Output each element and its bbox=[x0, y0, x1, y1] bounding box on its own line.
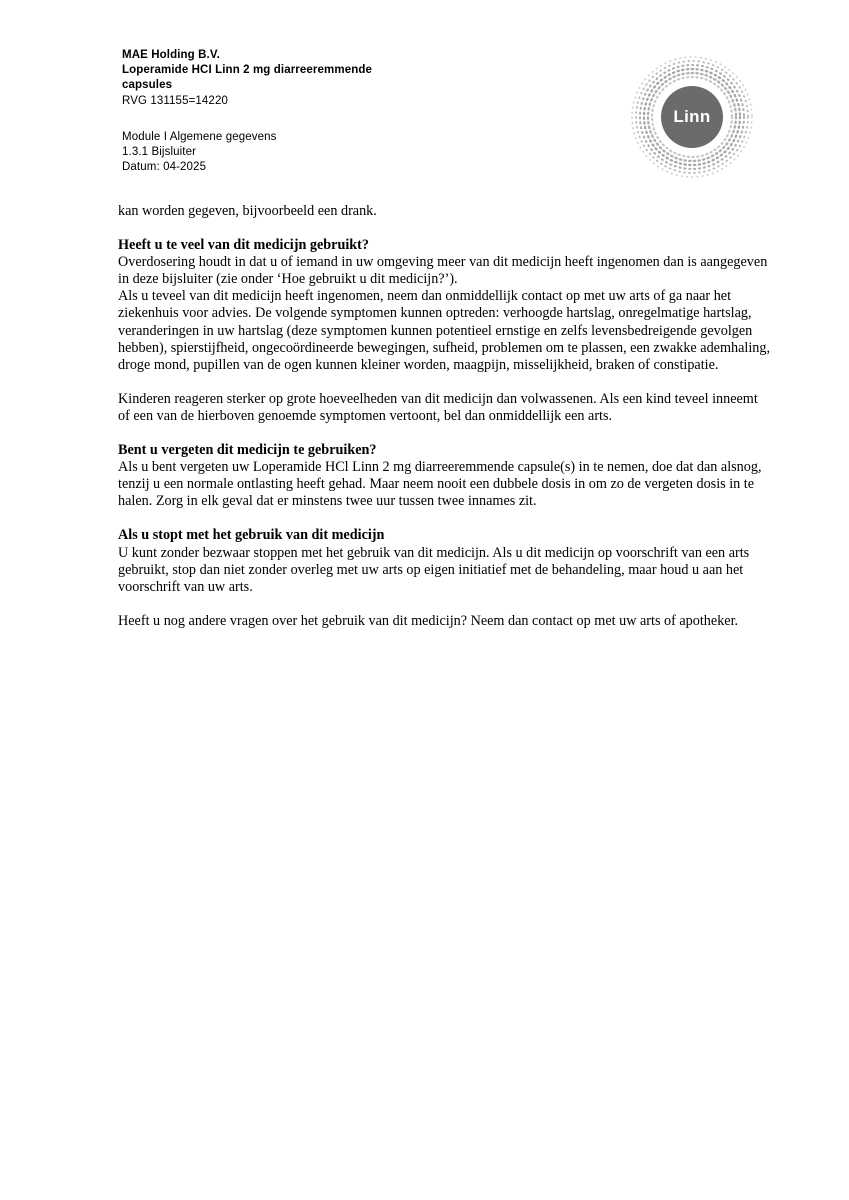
header-module-block bbox=[122, 130, 552, 176]
section-heading-overdose: Heeft u te veel van dit medicijn gebruikt? bbox=[118, 237, 370, 254]
closing-paragraph: Heeft u nog andere vragen over het gebruik van dit medicijn? Neem dan contact op met uw arts of apotheker. bbox=[118, 612, 739, 629]
document-header bbox=[122, 48, 552, 175]
section-paragraph: Overdosering houdt in dat u of iemand in uw omgeving meer van dit medicijn heeft ingenomen dan is aangegeven in deze bijsluiter (zie onder ‘Hoe gebruikt u dit medicijn?’). bbox=[118, 254, 768, 288]
section-heading-missed-dose: Bent u vergeten dit medicijn te gebruiken? bbox=[118, 442, 377, 459]
section-paragraph: Als u teveel van dit medicijn heeft ingenomen, neem dan onmiddellijk contact op met uw arts of ga naar het ziekenhuis voor advies. De volgende symptomen kunnen optreden: verhoogde hartslag, onregelmatige hartslag, veranderingen in uw hartslag (deze symptomen kunnen potentieel ernstige en zelfs levensbedreigende gevolgen hebben), spierstijfheid, ongecoördineerde bewegingen, sufheid, problemen om te plassen, een zwakke ademhaling, droge mond, pupillen van de ogen kunnen kleiner worden, maagpijn, misselijkheid, braken of constipatie. bbox=[118, 288, 771, 373]
section-heading-stopping-use: Als u stopt met het gebruik van dit medicijn bbox=[118, 527, 385, 544]
section-paragraph: U kunt zonder bezwaar stoppen met het gebruik van dit medicijn. Als u dit medicijn op voorschrift van een arts gebruikt, stop dan niet zonder overleg met uw arts op eigen initiatief met de behandeling, maar houd u aan het voorschrift van uw arts. bbox=[118, 544, 750, 595]
header-section: 1.3.1 Bijsluiter bbox=[122, 146, 197, 159]
linn-logo bbox=[628, 53, 756, 181]
section-paragraph: Als u bent vergeten uw Loperamide HCl Linn 2 mg diarreeremmende capsule(s) in te nemen, doe dat dan alsnog, tenzij u een normale ontlasting heeft gehad. Maar neem nooit een dubbele dosis in om zo de vergeten dosis in te halen. Zorg in elk geval dat er minstens twee uur tussen twee innames zit. bbox=[118, 459, 762, 510]
document-body bbox=[118, 203, 772, 630]
logo-circle bbox=[661, 86, 723, 148]
header-company-name: MAE Holding B.V. bbox=[122, 49, 220, 61]
continued-text-line: kan worden gegeven, bijvoorbeeld een drank. bbox=[118, 203, 377, 219]
header-product-name-line1: Loperamide HCI Linn 2 mg diarreeremmende bbox=[122, 64, 372, 77]
logo-label: Linn bbox=[673, 107, 711, 126]
section-paragraph: Kinderen reageren sterker op grote hoeveelheden van dit medicijn dan volwassenen. Als een kind teveel inneemt of een van de hierboven genoemde symptomen vertoont, bel dan onmiddellijk een arts. bbox=[118, 390, 758, 424]
header-module: Module I Algemene gegevens bbox=[122, 130, 277, 143]
header-date: Datum: 04-2025 bbox=[122, 161, 207, 174]
header-product-name-line2: capsules bbox=[122, 79, 173, 92]
logo-rings-icon bbox=[628, 53, 756, 181]
header-registration-number: RVG 131155=14220 bbox=[122, 94, 228, 107]
